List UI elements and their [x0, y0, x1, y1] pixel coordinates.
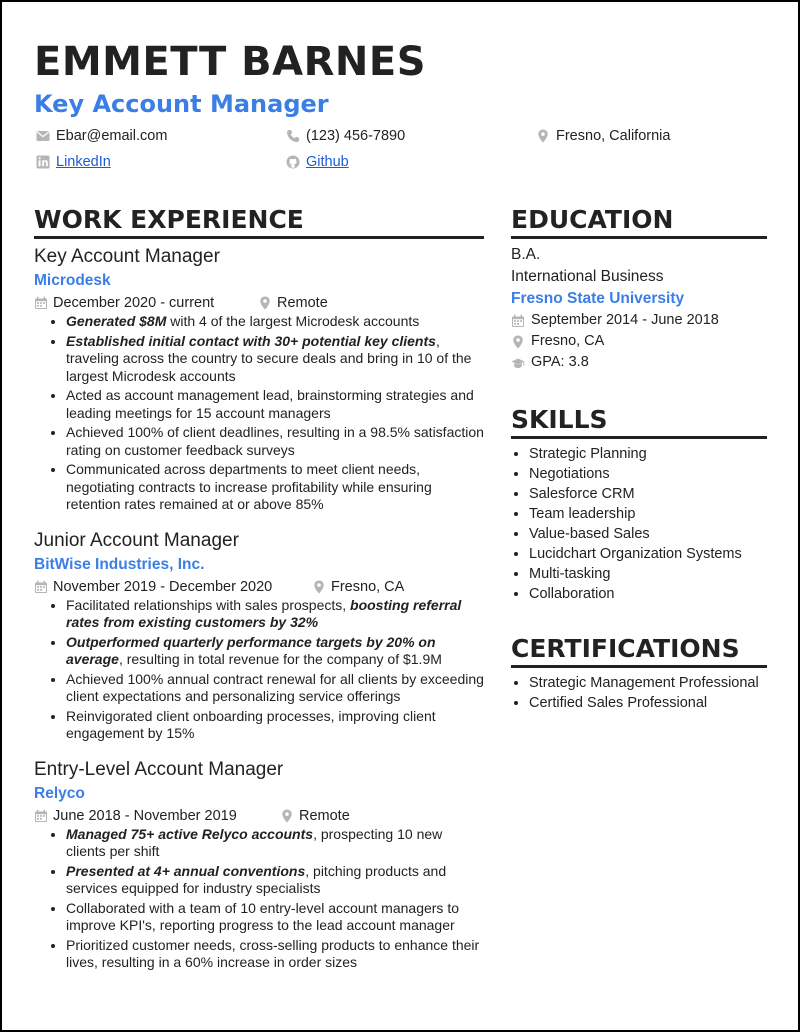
job-dates — [34, 577, 312, 597]
linkedin-icon — [36, 155, 50, 169]
work-experience-section — [34, 244, 484, 986]
job-title: Junior Account Manager — [34, 529, 239, 551]
list-item: • Outperformed quarterly performance targets by 20% on average, resulting in total revenue for the company of $1.9M — [66, 634, 484, 669]
list-item: • Established initial contact with 30+ potential key clients, traveling across the country to secure deals and bring in 10 of the largest Microdesk accounts — [66, 333, 484, 386]
graduation-cap-icon — [511, 356, 525, 370]
list-item: • Team leadership — [529, 504, 787, 524]
phone-icon — [286, 129, 300, 143]
contact-location — [536, 126, 670, 146]
job-dates-text: December 2020 - current — [53, 295, 215, 311]
education-heading: EDUCATION — [511, 204, 767, 239]
job-bullets — [34, 597, 484, 743]
job-entry — [34, 244, 484, 514]
list-item: • Reinvigorated client onboarding processes, improving client engagement by 15% — [66, 708, 484, 743]
job-bullets — [34, 313, 484, 514]
education-dates-text: September 2014 - June 2018 — [531, 312, 719, 328]
list-item: • Managed 75+ active Relyco accounts, prospecting 10 new clients per shift — [66, 826, 484, 861]
envelope-icon — [36, 129, 50, 143]
list-item: • Facilitated relationships with sales prospects, boosting referral rates from existing customers by 32% — [66, 597, 484, 632]
contact-email — [36, 126, 167, 146]
field-of-study: International Business — [511, 268, 664, 285]
contact-phone — [286, 126, 405, 146]
email-text: Ebar@email.com — [56, 128, 168, 144]
candidate-name: EMMETT BARNES — [34, 39, 427, 85]
job-entry — [34, 528, 484, 743]
job-entry — [34, 757, 484, 972]
job-location-text: Remote — [277, 295, 328, 311]
skills-list — [511, 444, 787, 604]
map-pin-icon — [258, 296, 272, 310]
list-item: • Presented at 4+ annual conventions, pitching products and services equipped for industry specialists — [66, 863, 484, 898]
calendar-icon — [34, 296, 48, 310]
job-location — [258, 293, 328, 313]
contact-github — [286, 152, 349, 172]
map-pin-icon — [511, 335, 525, 349]
job-meta — [34, 806, 484, 826]
education-section — [511, 244, 769, 373]
list-item: • Acted as account management lead, brainstorming strategies and leading meetings for 15 account managers — [66, 387, 484, 422]
list-item: • Collaboration — [529, 584, 787, 604]
github-icon — [286, 155, 300, 169]
list-item: • Communicated across departments to meet client needs, negotiating contracts to increase profitability while ensuring retention rates remained at or above 85% — [66, 461, 484, 514]
education-dates — [511, 310, 769, 331]
job-title: Key Account Manager — [34, 246, 220, 267]
calendar-icon — [34, 809, 48, 823]
list-item: • Negotiations — [529, 464, 787, 484]
education-location — [511, 331, 769, 352]
phone-text: (123) 456-7890 — [306, 128, 406, 144]
candidate-title: Key Account Manager — [34, 90, 329, 118]
company-name: BitWise Industries, Inc. — [34, 555, 205, 573]
job-dates-text: June 2018 - November 2019 — [53, 807, 237, 824]
list-item: • Salesforce CRM — [529, 484, 787, 504]
list-item: • Lucidchart Organization Systems — [529, 544, 787, 564]
list-item: • Strategic Management Professional — [529, 673, 787, 693]
job-meta — [34, 577, 484, 597]
map-pin-icon — [536, 129, 550, 143]
list-item: • Collaborated with a team of 10 entry-level account managers to improve KPI's, reporting progress to the lead account manager — [66, 900, 484, 935]
calendar-icon — [511, 314, 525, 328]
location-text: Fresno, California — [556, 128, 671, 144]
map-pin-icon — [312, 580, 326, 594]
work-experience-heading: WORK EXPERIENCE — [34, 204, 484, 239]
gpa-text: GPA: 3.8 — [531, 354, 589, 370]
list-item: • Strategic Planning — [529, 444, 787, 464]
job-location — [280, 806, 350, 826]
list-item: • Achieved 100% of client deadlines, resulting in a 98.5% satisfaction rating on customer feedback surveys — [66, 424, 484, 459]
certifications-heading: CERTIFICATIONS — [511, 633, 767, 668]
list-item: • Generated $8M with 4 of the largest Microdesk accounts — [66, 313, 484, 331]
education-location-text: Fresno, CA — [531, 333, 605, 349]
list-item: • Value-based Sales — [529, 524, 787, 544]
linkedin-link[interactable]: LinkedIn — [56, 154, 111, 170]
degree: B.A. — [511, 246, 541, 263]
list-item: • Certified Sales Professional — [529, 693, 787, 713]
skills-heading: SKILLS — [511, 404, 767, 439]
job-bullets — [34, 826, 484, 972]
job-dates — [34, 806, 280, 826]
job-dates — [34, 293, 258, 313]
job-meta — [34, 293, 484, 313]
job-location-text: Fresno, CA — [331, 578, 405, 595]
job-title: Entry-Level Account Manager — [34, 758, 284, 780]
map-pin-icon — [280, 809, 294, 823]
github-link[interactable]: Github — [306, 154, 349, 170]
company-name: Relyco — [34, 784, 85, 802]
school-name: Fresno State University — [511, 290, 685, 307]
resume-page — [2, 2, 798, 1030]
list-item: • Achieved 100% annual contract renewal for all clients by exceeding client expectations and personalizing service offerings — [66, 671, 484, 706]
job-location-text: Remote — [299, 807, 350, 824]
company-name: Microdesk — [34, 272, 111, 289]
list-item: • Multi-tasking — [529, 564, 787, 584]
job-dates-text: November 2019 - December 2020 — [53, 578, 273, 595]
calendar-icon — [34, 580, 48, 594]
list-item: • Prioritized customer needs, cross-selling products to enhance their lives, resulting in a 60% increase in order sizes — [66, 937, 484, 972]
job-location — [312, 577, 404, 597]
education-gpa — [511, 352, 769, 373]
certifications-list — [511, 673, 787, 713]
contact-linkedin — [36, 152, 111, 172]
